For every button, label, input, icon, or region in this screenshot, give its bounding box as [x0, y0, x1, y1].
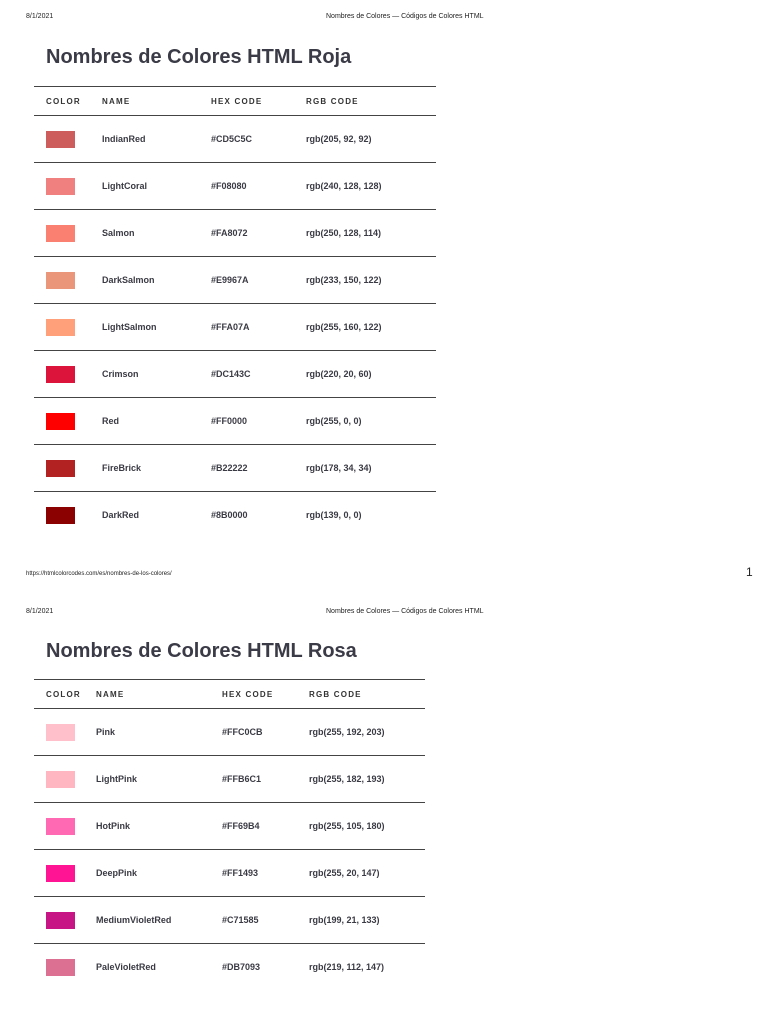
color-name-cell: MediumVioletRed [96, 897, 222, 944]
color-name-cell: HotPink [96, 803, 222, 850]
rgb-code-cell: rgb(139, 0, 0) [306, 510, 362, 520]
rgb-code-cell: rgb(219, 112, 147) [309, 962, 385, 972]
column-header-rgb: RGB CODE [309, 680, 425, 709]
red-colors-table [34, 86, 436, 538]
color-name-cell: LightSalmon [102, 304, 211, 351]
color-cell [34, 163, 102, 210]
color-name-cell: DeepPink [96, 850, 222, 897]
column-header-name: NAME [96, 680, 222, 709]
color-name-cell: LightCoral [102, 163, 211, 210]
color-swatch [46, 366, 75, 383]
hex-code-cell: #CD5C5C [211, 116, 306, 163]
color-swatch [46, 460, 75, 477]
color-name-cell: Pink [96, 709, 222, 756]
color-cell [34, 445, 102, 492]
color-swatch [46, 225, 75, 242]
hex-code-cell: #8B0000 [211, 510, 248, 520]
hex-code-cell: #FFA07A [211, 304, 306, 351]
table-row [34, 116, 436, 163]
table-row [34, 944, 425, 991]
section-title-red: Nombres de Colores HTML Roja [46, 46, 352, 68]
color-swatch [46, 865, 75, 882]
hex-code-cell: #B22222 [211, 445, 306, 492]
hex-code-cell: #FFC0CB [222, 709, 309, 756]
table-row [34, 398, 436, 445]
color-name-cell: Red [102, 398, 211, 445]
color-swatch [46, 131, 75, 148]
column-header-hex: HEX CODE [222, 680, 309, 709]
hex-code-cell: #FA8072 [211, 210, 306, 257]
color-name-cell: FireBrick [102, 445, 211, 492]
column-header-hex: HEX CODE [211, 87, 306, 116]
rgb-code-cell: rgb(255, 0, 0) [306, 398, 436, 445]
column-header-color: COLOR [34, 87, 102, 116]
hex-code-cell: #DC143C [211, 351, 306, 398]
color-cell [34, 850, 96, 897]
print-header-title: Nombres de Colores — Códigos de Colores HTML [326, 608, 484, 615]
table-row [34, 492, 436, 539]
rgb-code-cell: rgb(205, 92, 92) [306, 116, 436, 163]
color-cell [34, 210, 102, 257]
rgb-code-cell: rgb(255, 105, 180) [309, 803, 425, 850]
color-cell [34, 803, 96, 850]
hex-code-cell: #FF1493 [222, 850, 309, 897]
column-header-color: COLOR [34, 680, 96, 709]
color-cell [34, 116, 102, 163]
color-swatch [46, 272, 75, 289]
column-header-name: NAME [102, 87, 211, 116]
color-cell [34, 304, 102, 351]
color-cell [34, 709, 96, 756]
color-swatch [46, 413, 75, 430]
color-swatch [46, 959, 75, 976]
column-header-rgb: RGB CODE [306, 87, 436, 116]
table-row [34, 897, 425, 944]
color-swatch [46, 912, 75, 929]
hex-code-cell: #FFB6C1 [222, 756, 309, 803]
rgb-code-cell: rgb(255, 160, 122) [306, 304, 436, 351]
color-cell [34, 944, 96, 991]
table-row [34, 351, 436, 398]
color-name-cell: LightPink [96, 756, 222, 803]
rgb-code-cell: rgb(199, 21, 133) [309, 897, 425, 944]
document-page-2 [0, 595, 768, 1024]
color-cell [34, 398, 102, 445]
hex-code-cell: #E9967A [211, 257, 306, 304]
color-cell [34, 492, 102, 539]
table-row [34, 163, 436, 210]
color-swatch [46, 178, 75, 195]
rgb-code-cell: rgb(255, 192, 203) [309, 709, 425, 756]
color-name-cell: PaleVioletRed [96, 962, 156, 972]
print-footer-url: https://htmlcolorcodes.com/es/nombres-de-los-colores/ [26, 571, 172, 577]
rgb-code-cell: rgb(220, 20, 60) [306, 351, 436, 398]
color-swatch [46, 818, 75, 835]
rgb-code-cell: rgb(240, 128, 128) [306, 163, 436, 210]
table-row [34, 756, 425, 803]
color-swatch [46, 771, 75, 788]
rgb-code-cell: rgb(255, 182, 193) [309, 756, 425, 803]
color-name-cell: Salmon [102, 210, 211, 257]
table-header-row [34, 680, 425, 709]
hex-code-cell: #C71585 [222, 897, 309, 944]
color-name-cell: DarkRed [102, 510, 140, 520]
print-header-date: 8/1/2021 [26, 608, 54, 615]
rgb-code-cell: rgb(250, 128, 114) [306, 210, 436, 257]
color-cell [34, 351, 102, 398]
page-number: 1 [746, 565, 753, 579]
hex-code-cell: #DB7093 [222, 962, 261, 972]
color-swatch [46, 724, 75, 741]
table-row [34, 445, 436, 492]
color-cell [34, 257, 102, 304]
print-header-title: Nombres de Colores — Códigos de Colores HTML [326, 13, 484, 20]
print-header-date: 8/1/2021 [26, 13, 54, 20]
table-row [34, 709, 425, 756]
color-name-cell: IndianRed [102, 116, 211, 163]
color-swatch [46, 507, 75, 524]
color-name-cell: Crimson [102, 351, 211, 398]
section-title-pink: Nombres de Colores HTML Rosa [46, 640, 357, 662]
pink-colors-table [34, 679, 425, 990]
table-row [34, 304, 436, 351]
table-row [34, 210, 436, 257]
rgb-code-cell: rgb(178, 34, 34) [306, 445, 436, 492]
table-row [34, 803, 425, 850]
table-row [34, 257, 436, 304]
hex-code-cell: #F08080 [211, 163, 306, 210]
hex-code-cell: #FF0000 [211, 398, 306, 445]
color-swatch [46, 319, 75, 336]
hex-code-cell: #FF69B4 [222, 803, 309, 850]
color-cell [34, 756, 96, 803]
table-header-row [34, 87, 436, 116]
rgb-code-cell: rgb(255, 20, 147) [309, 850, 425, 897]
color-cell [34, 897, 96, 944]
table-row [34, 850, 425, 897]
color-name-cell: DarkSalmon [102, 257, 211, 304]
rgb-code-cell: rgb(233, 150, 122) [306, 257, 436, 304]
